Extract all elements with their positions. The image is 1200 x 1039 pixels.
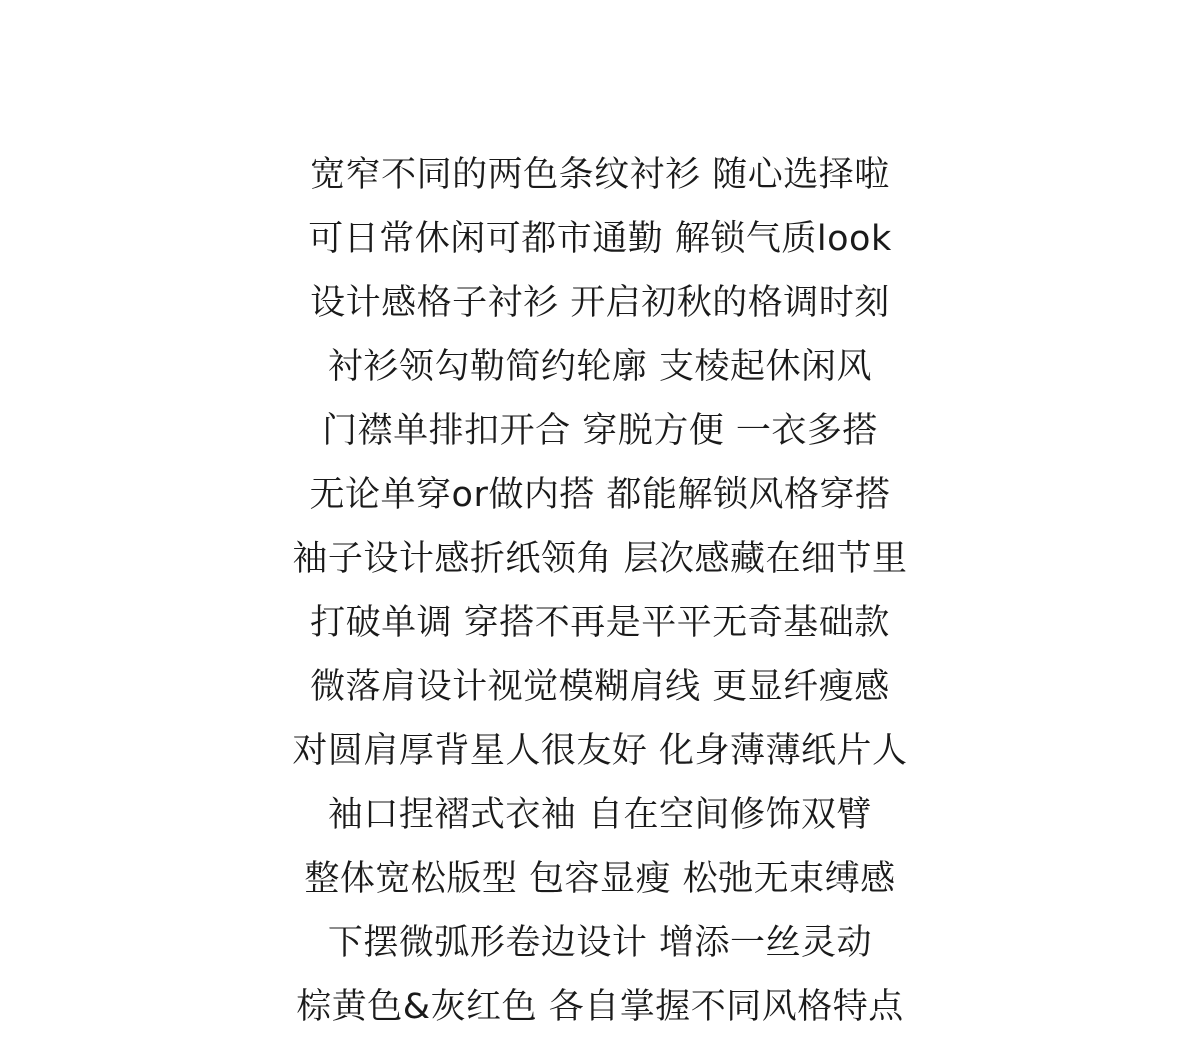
description-line: 整体宽松版型 包容显瘦 松弛无束缚感	[304, 859, 896, 899]
description-line: 可日常休闲可都市通勤 解锁气质look	[308, 219, 892, 259]
description-line: 打破单调 穿搭不再是平平无奇基础款	[310, 603, 890, 643]
description-line: 袖口捏褶式衣袖 自在空间修饰双臂	[327, 795, 873, 835]
description-line: 下摆微弧形卷边设计 增添一丝灵动	[327, 923, 873, 963]
description-line: 门襟单排扣开合 穿脱方便 一衣多搭	[322, 411, 878, 451]
description-line: 无论单穿or做内搭 都能解锁风格穿搭	[309, 475, 891, 515]
description-line: 宽窄不同的两色条纹衬衫 随心选择啦	[310, 155, 890, 195]
description-line: 衬衫领勾勒简约轮廓 支棱起休闲风	[327, 347, 873, 387]
description-line: 袖子设计感折纸领角 层次感藏在细节里	[292, 539, 908, 579]
description-line: 棕黄色&灰红色 各自掌握不同风格特点	[296, 987, 904, 1027]
description-line: 对圆肩厚背星人很友好 化身薄薄纸片人	[292, 731, 908, 771]
product-description	[0, 143, 1200, 1039]
description-line: 设计感格子衬衫 开启初秋的格调时刻	[310, 283, 890, 323]
description-line: 微落肩设计视觉模糊肩线 更显纤瘦感	[310, 667, 890, 707]
